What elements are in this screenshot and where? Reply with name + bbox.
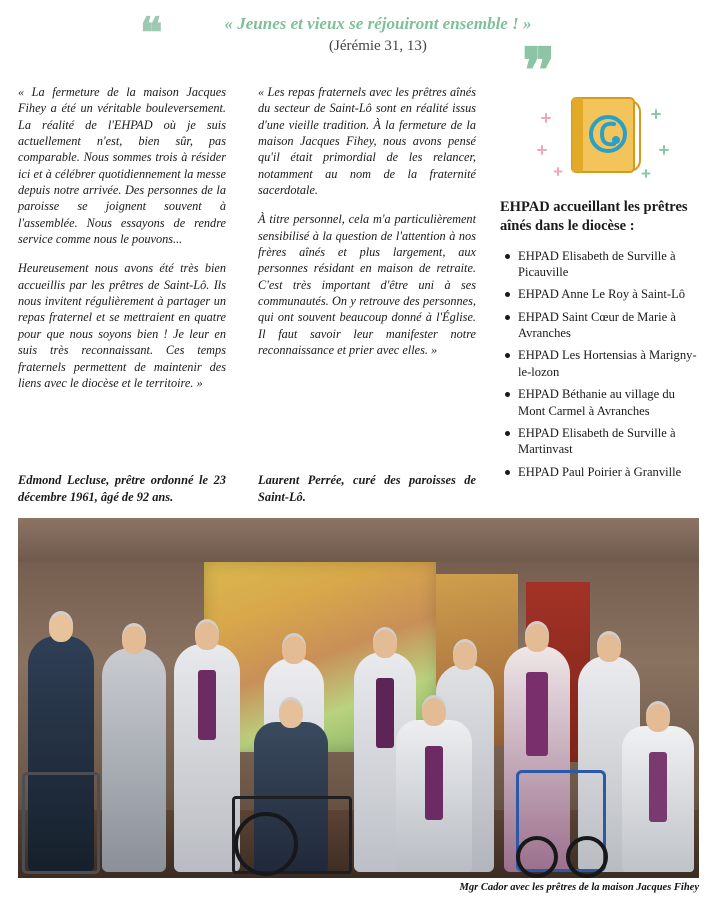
testimony-signature: Laurent Perrée, curé des paroisses de Saint-Lô. xyxy=(258,473,476,504)
paragraph: « La fermeture de la maison Jacques Fihey a été un véritable bouleversement. La réalité de l'EHPAD où je suis actuellement n'est, bien sûr, pas comparable. Nous sommes trois à résider ici et à célébrer quotidiennement la messe depuis notre arrivée. Des personnes de la paroisse se joignent souvent à l'assemblée. Nous essayons de rendre service comme nous le pouvons... xyxy=(18,85,226,247)
list-item: EHPAD Paul Poirier à Granville xyxy=(518,464,705,480)
list-item: EHPAD Anne Le Roy à Saint-Lô xyxy=(518,286,705,302)
pull-quote-text: « Jeunes et vieux se réjouiront ensemble ! » xyxy=(224,14,532,33)
photo-ceiling xyxy=(18,518,699,562)
ehpad-list xyxy=(500,248,705,480)
photo-walker-wheel xyxy=(566,836,608,878)
photo-person-seated xyxy=(622,726,694,872)
photo-person xyxy=(102,648,166,872)
photo-rollator xyxy=(22,772,100,874)
column-left xyxy=(18,84,226,504)
column-right xyxy=(500,84,705,486)
list-item: EHPAD Elisabeth de Surville à Picauville xyxy=(518,248,705,281)
article-columns xyxy=(0,84,716,504)
photo-caption: Mgr Cador avec les prêtres de la maison Jacques Fihey xyxy=(459,882,699,893)
photo-person xyxy=(174,644,240,872)
testimony-signature: Edmond Lecluse, prêtre ordonné le 23 décembre 1961, âgé de 92 ans. xyxy=(18,473,226,504)
quote-mark-icon: ❝ xyxy=(140,8,160,57)
book-icon xyxy=(500,84,705,184)
photo-person-seated xyxy=(396,720,472,872)
paragraph: À titre personnel, cela m'a particulièrement sensibilisé à la question de l'attention à nos frères aînés et plus largement, aux personnes résidant en maison de retraite. C'est très important d'être uni à ses communautés. On y retrouve des personnes, qui ont souvent beaucoup donné à l'Église. Il faut savoir leur manifester notre reconnaissance et prier avec elles. » xyxy=(258,212,476,358)
photo-block xyxy=(18,518,699,893)
group-photo xyxy=(18,518,699,878)
paragraph: Heureusement nous avons été très bien accueillis par les prêtres de Saint-Lô. Ils nous invitent régulièrement à partager un repas fraternel et se mettraient en quatre pour que nous soyons bien ! Je leur en suis très reconnaissant. Ces temps fraternels permettent de maintenir des liens avec le diocèse et le territoire. » xyxy=(18,261,226,390)
list-item: EHPAD Elisabeth de Surville à Martinvast xyxy=(518,425,705,458)
paragraph: « Les repas fraternels avec les prêtres aînés du secteur de Saint-Lô sont en réalité issus d'une vieille tradition. À la fermeture de la maison Jacques Fihey, nous avons pensé qu'il était primordial de les relancer, notamment au nom de la fraternité sacerdotale. xyxy=(258,85,476,198)
photo-wheelchair-wheel xyxy=(234,812,298,876)
pull-quote-header xyxy=(0,0,716,76)
list-item: EHPAD Béthanie au village du Mont Carmel à Avranches xyxy=(518,386,705,419)
list-item: EHPAD Les Hortensias à Marigny-le-lozon xyxy=(518,347,705,380)
quote-mark-decorative-icon: ❞ xyxy=(522,34,551,107)
list-item: EHPAD Saint Cœur de Marie à Avranches xyxy=(518,309,705,342)
column-middle xyxy=(258,84,476,504)
photo-walker-wheel xyxy=(516,836,558,878)
ehpad-list-title: EHPAD accueillant les prêtres aînés dans le diocèse : xyxy=(500,199,688,234)
pull-quote-reference: (Jérémie 31, 13) xyxy=(329,38,427,54)
